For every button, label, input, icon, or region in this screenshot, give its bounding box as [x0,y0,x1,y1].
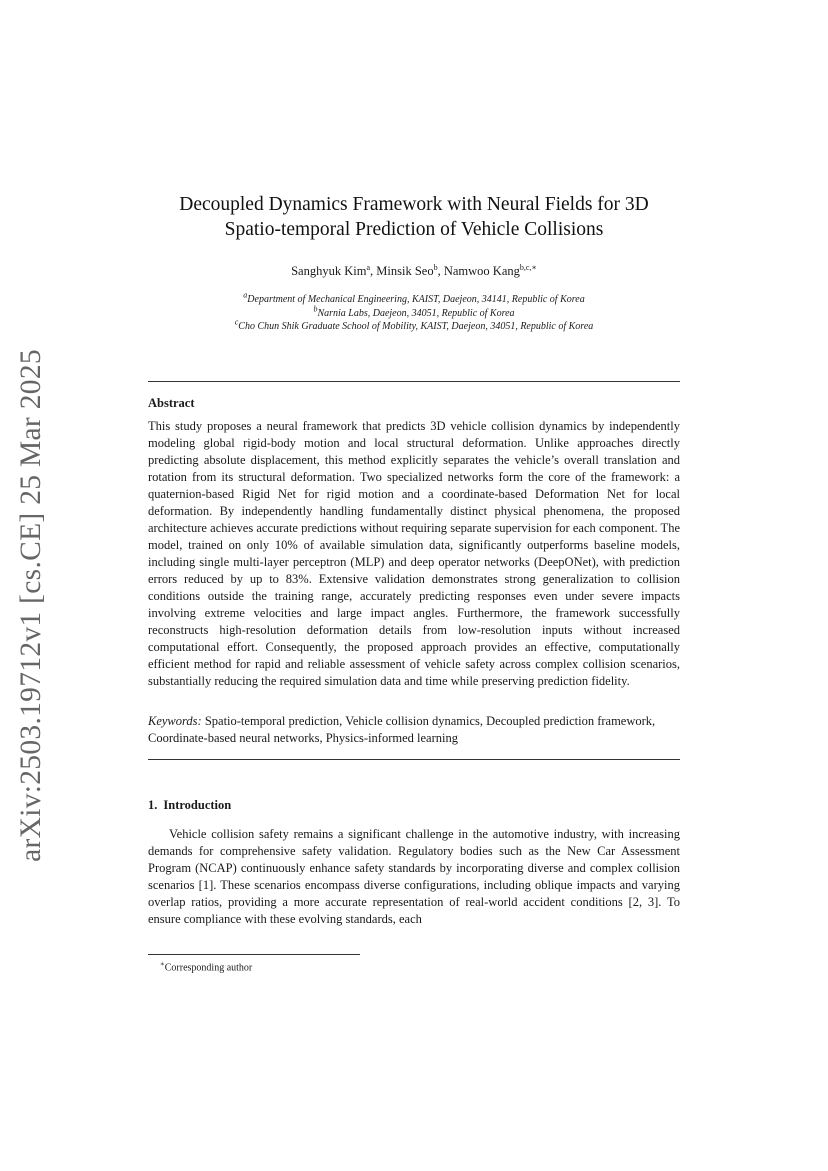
footnote-divider [148,954,360,955]
author-affiliation-mark: b [433,262,438,272]
footnote-text: Corresponding author [164,962,253,974]
affiliation-text: Cho Chun Shik Graduate School of Mobility, KAIST, Daejeon, 34051, Republic of Korea [238,321,594,332]
section-title: Introduction [163,798,232,812]
paper-title-line-1: Decoupled Dynamics Framework with Neural Fields for 3D [179,194,649,215]
abstract-heading: Abstract [148,396,195,410]
arxiv-identifier-text: arXiv:2503.19712v1 [cs.CE] 25 Mar 2025 [14,348,47,862]
affiliation-item [148,290,680,307]
keywords-label: Keywords: [148,714,202,728]
section-heading-introduction [148,798,231,813]
author-name: Sanghyuk Kim [291,264,367,278]
keywords [148,713,680,747]
author-name: Minsik Seo [376,264,434,278]
affiliation-mark: b [313,304,318,314]
affiliation-text: Department of Mechanical Engineering, KAIST, Daejeon, 34141, Republic of Korea [247,294,585,305]
author-separator: , [437,264,444,278]
author-affiliation-mark: a [366,262,371,272]
abstract-top-divider [148,381,680,382]
affiliation-item [148,304,680,321]
affiliation-mark: a [243,290,248,300]
author-separator: , [370,264,377,278]
author-affiliation-mark: b,c,∗ [519,262,537,272]
footnote [160,958,252,974]
affiliation-mark: c [234,317,239,327]
affiliation-list [148,290,680,334]
arxiv-identifier-stamp [8,348,54,862]
footnote-mark: ∗ [160,960,165,968]
author-list [148,263,680,279]
affiliation-text: Narnia Labs, Daejeon, 34051, Republic of Korea [317,307,515,319]
section-number: 1. [148,798,158,812]
paper-title [148,192,680,242]
author-name: Namwoo Kang [443,264,520,278]
keywords-text: Spatio-temporal prediction, Vehicle collision dynamics, Decoupled prediction framework, Coordinate-based neural networks, Physics-informed learning [148,714,656,745]
abstract-bottom-divider [148,759,680,760]
affiliation-item [148,317,680,334]
abstract-body: This study proposes a neural framework that predicts 3D vehicle collision dynamics by independently modeling global rigid-body motion and local structural deformation. Unlike approaches directly predicting absolute displacement, this method explicitly separates the vehicle’s overall translation and rotation from its structural deformation. Two specialized networks form the core of the framework: a quaternion-based Rigid Net for rigid motion and a coordinate-based Deformation Net for local deformation. By independently handling fundamentally distinct physical phenomena, the proposed architecture achieves accurate predictions without requiring separate supervision for each component. The model, trained on only 10% of available simulation data, significantly outperforms baseline models, including single multi-layer perceptron (MLP) and deep operator networks (DeepONet), with prediction errors reduced by up to 83%. Extensive validation demonstrates strong generalization to collision conditions outside the training range, accurately predicting responses even under severe impacts involving extreme velocities and large impact angles. Furthermore, the framework successfully reconstructs high-resolution deformation details from low-resolution inputs without increased computational effort. Consequently, the proposed approach provides an effective, computationally efficient method for rapid and reliable assessment of vehicle safety across complex collision scenarios, substantially reducing the required simulation data and time while preserving prediction fidelity. [148,419,680,688]
introduction-paragraph: Vehicle collision safety remains a significant challenge in the automotive industry, with increasing demands for comprehensive safety validation. Regulatory bodies such as the New Car Assessment Program (NCAP) continuously enhance safety standards by incorporating diverse and complex collision scenarios [1]. These scenarios encompass diverse configurations, including oblique impacts and varying overlap ratios, providing a more accurate representation of real-world accident conditions [2, 3]. To ensure compliance with these evolving standards, each [148,827,680,926]
paper-title-line-2: Spatio-temporal Prediction of Vehicle Collisions [224,219,604,240]
